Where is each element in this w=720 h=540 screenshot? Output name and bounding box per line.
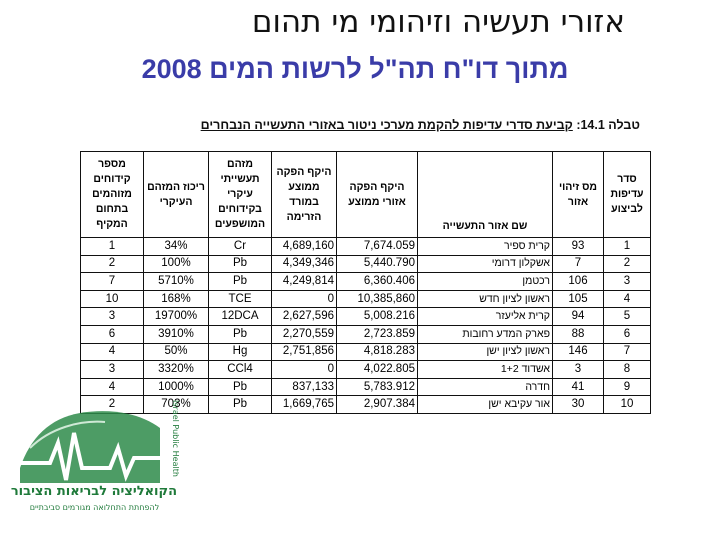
cell-main-pollutant: Hg [209,343,272,361]
cell-zone-name: אור עקיבא ישן [418,396,553,414]
cell-contaminated-wells: 4 [81,343,144,361]
cell-regional-volume: 7,674.059 [337,238,418,256]
cell-priority: 10 [604,396,651,414]
caption-prefix: טבלה 14.1: [576,118,640,132]
cell-zone-id: 88 [553,325,604,343]
cell-priority: 8 [604,361,651,379]
cell-downstream-volume: 0 [272,361,337,379]
cell-zone-id: 94 [553,308,604,326]
table-header-row [81,152,651,238]
cell-concentration: 50% [144,343,209,361]
cell-zone-name: קרית ספיר [418,238,553,256]
cell-zone-name: פארק המדע רחובות [418,325,553,343]
cell-priority: 1 [604,238,651,256]
cell-zone-id: 105 [553,290,604,308]
cell-main-pollutant: Cr [209,238,272,256]
cell-zone-id: 7 [553,255,604,273]
cell-contaminated-wells: 3 [81,361,144,379]
cell-zone-name: אשקלון דרומי [418,255,553,273]
priority-table [80,151,651,414]
cell-main-pollutant: Pb [209,255,272,273]
cell-concentration: 34% [144,238,209,256]
table-caption [100,118,640,132]
cell-regional-volume: 4,818.283 [337,343,418,361]
cell-main-pollutant: Pb [209,325,272,343]
cell-priority: 5 [604,308,651,326]
cell-zone-name: רכטמן [418,273,553,291]
cell-main-pollutant: TCE [209,290,272,308]
cell-downstream-volume: 0 [272,290,337,308]
logo-name: הקואליציה לבריאות הציבור [10,484,177,499]
cell-contaminated-wells: 2 [81,255,144,273]
table-row [81,343,651,361]
cell-contaminated-wells: 1 [81,238,144,256]
cell-concentration: 3910% [144,325,209,343]
cell-priority: 9 [604,378,651,396]
header-zone-id: מס זיהוי אזור [553,152,604,238]
header-contaminated-wells: מספר קידוחים מזוהמים בתחום המקיף [81,152,144,238]
cell-concentration: 19700% [144,308,209,326]
caption-text: קביעת סדרי עדיפות להקמת מערכי ניטור באזורי התעשייה הנבחרים [200,118,573,132]
cell-priority: 3 [604,273,651,291]
cell-regional-volume: 2,907.384 [337,396,418,414]
table-row [81,325,651,343]
cell-main-pollutant: CCl4 [209,361,272,379]
cell-zone-id: 41 [553,378,604,396]
cell-contaminated-wells: 6 [81,325,144,343]
header-zone-name: שם אזור התעשייה [418,152,553,238]
cell-regional-volume: 5,783.912 [337,378,418,396]
cell-regional-volume: 4,022.805 [337,361,418,379]
cell-main-pollutant: Pb [209,396,272,414]
table-row [81,290,651,308]
cell-contaminated-wells: 2 [81,396,144,414]
cell-main-pollutant: Pb [209,378,272,396]
cell-downstream-volume: 2,751,856 [272,343,337,361]
cell-priority: 2 [604,255,651,273]
cell-priority: 6 [604,325,651,343]
cell-downstream-volume: 2,627,596 [272,308,337,326]
cell-main-pollutant: Pb [209,273,272,291]
cell-downstream-volume: 2,270,559 [272,325,337,343]
cell-zone-id: 146 [553,343,604,361]
logo-side-text: Israel Public Health [171,400,180,477]
cell-concentration: 703% [144,396,209,414]
header-downstream-volume: היקף הפקה ממוצע במורד הזרימה [272,152,337,238]
cell-regional-volume: 10,385,860 [337,290,418,308]
cell-zone-id: 93 [553,238,604,256]
cell-concentration: 168% [144,290,209,308]
cell-zone-id: 3 [553,361,604,379]
header-main-pollutant: מזהם תעשייתי עיקרי בקידוחים המושפעים [209,152,272,238]
slide-title: אזורי תעשיה וזיהומי מי תהום [251,4,625,40]
cell-contaminated-wells: 7 [81,273,144,291]
logo-tagline: להפחתת התחלואה מגורמים סביבתיים [29,503,160,512]
cell-downstream-volume: 4,689,160 [272,238,337,256]
cell-downstream-volume: 1,669,765 [272,396,337,414]
table-row [81,361,651,379]
cell-regional-volume: 6,360.406 [337,273,418,291]
cell-downstream-volume: 4,249,814 [272,273,337,291]
cell-contaminated-wells: 4 [81,378,144,396]
cell-main-pollutant: 12DCA [209,308,272,326]
cell-priority: 4 [604,290,651,308]
slide-subtitle: מתוך דו"ח תה"ל לרשות המים 2008 [141,54,569,84]
cell-contaminated-wells: 10 [81,290,144,308]
cell-zone-name: ראשון לציון ישן [418,343,553,361]
table-row [81,255,651,273]
table-row [81,238,651,256]
cell-concentration: 3320% [144,361,209,379]
cell-concentration: 100% [144,255,209,273]
cell-concentration: 5710% [144,273,209,291]
table-row [81,273,651,291]
cell-downstream-volume: 4,349,346 [272,255,337,273]
cell-zone-id: 106 [553,273,604,291]
cell-downstream-volume: 837,133 [272,378,337,396]
table-row [81,308,651,326]
cell-priority: 7 [604,343,651,361]
cell-regional-volume: 5,440.790 [337,255,418,273]
cell-zone-name: חדרה [418,378,553,396]
cell-zone-name: ראשון לציון חדש [418,290,553,308]
cell-zone-name: אשדוד 1+2 [418,361,553,379]
header-priority: סדר עדיפות לביצוע [604,152,651,238]
header-concentration: ריכוז המזהם העיקרי [144,152,209,238]
header-regional-volume: היקף הפקה אזורי ממוצע [337,152,418,238]
cell-concentration: 1000% [144,378,209,396]
cell-zone-name: קרית אליעזר [418,308,553,326]
cell-zone-id: 30 [553,396,604,414]
cell-regional-volume: 5,008.216 [337,308,418,326]
cell-contaminated-wells: 3 [81,308,144,326]
ecg-wave-logo-icon [20,411,160,483]
cell-regional-volume: 2,723.859 [337,325,418,343]
